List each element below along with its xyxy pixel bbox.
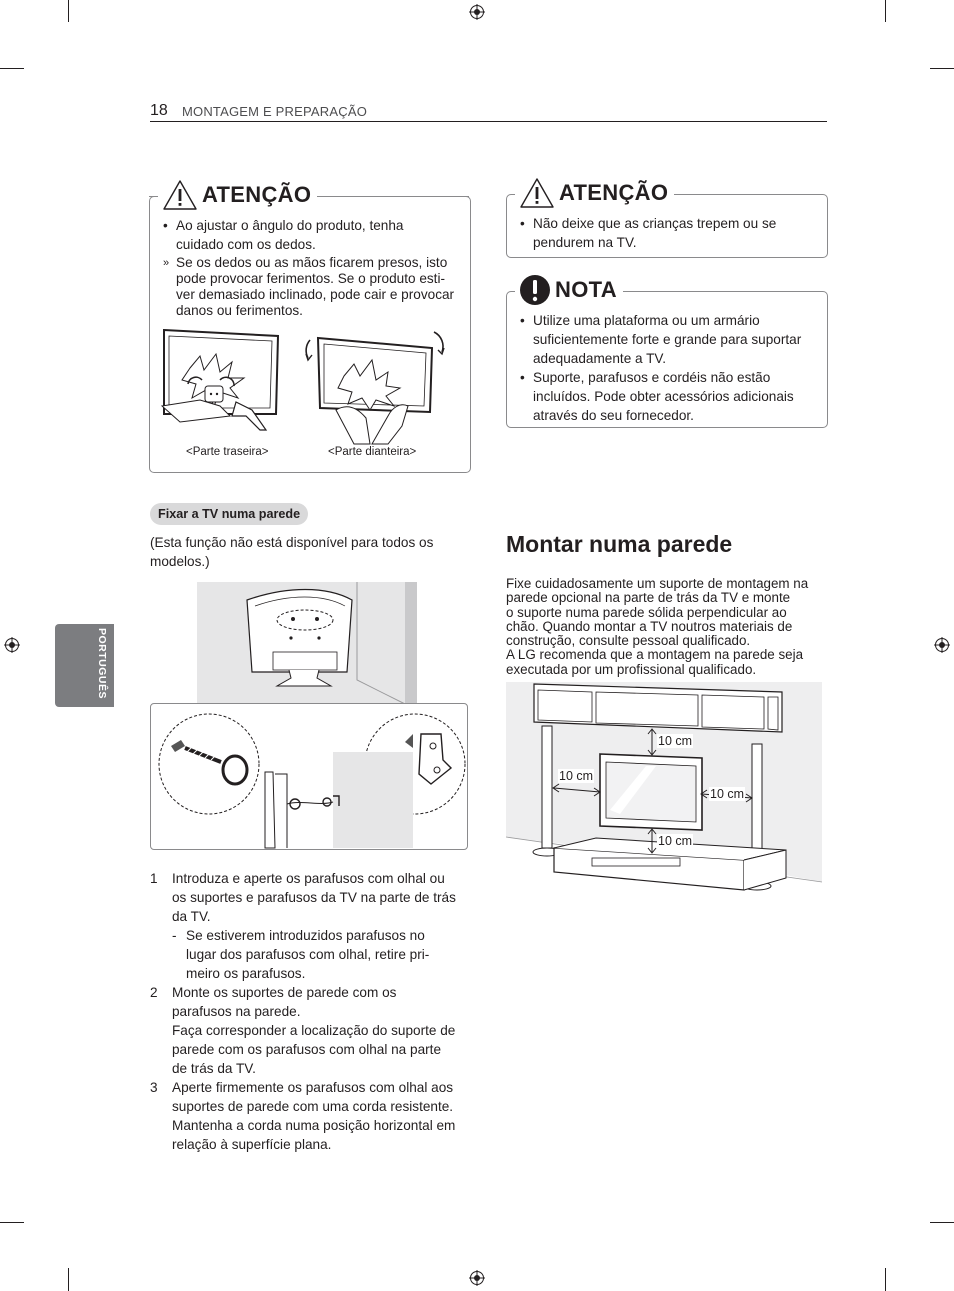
fix-wall-pill: Fixar a TV numa parede	[150, 503, 308, 525]
header-rule	[150, 121, 827, 122]
crop-mark	[930, 68, 954, 69]
clearance-right: 10 cm	[710, 787, 745, 801]
registration-mark-icon	[469, 4, 485, 20]
warning-triangle-icon	[162, 179, 198, 211]
caution-title-right: ATENÇÃO	[559, 180, 669, 205]
step-1-sub: - Se estiverem introduzidos parafusos no lugar dos parafusos com olhal, retire pri- meiro os parafusos.	[172, 928, 430, 981]
note-heading	[515, 271, 623, 309]
caution-left-item-1: • Ao ajustar o ângulo do produto, tenha cuidado com os dedos.	[163, 218, 404, 252]
crop-mark	[0, 68, 24, 69]
fix-intro: (Esta função não está disponível para todos os modelos.)	[150, 535, 434, 569]
note-item-1: • Utilize uma plataforma ou um armário suficientemente forte e grande para suportar adequadamente a TV.	[520, 313, 802, 366]
exclamation-circle-icon	[519, 274, 551, 306]
eye-bolt-bracket-illustration	[151, 704, 467, 849]
wall-mount-clearance-diagram	[506, 682, 822, 892]
crop-mark	[930, 1222, 954, 1223]
wall-mount-paragraph: Fixe cuidadosamente um suporte de montagem na parede opcional na parte de trás da TV e monte o suporte numa parede sólida perpendicular ao chão. Quando montar a TV noutros materiais de construção, consulte pessoal qualificado. A LG recomenda que a montagem na parede seja executada por um profissional qualificado.	[506, 576, 809, 677]
caption-front: <Parte dianteira>	[328, 446, 417, 458]
clearance-top: 10 cm	[658, 734, 693, 748]
step-1: 1 Introduza e aperte os parafusos com olhal ou os suportes e parafusos da TV na parte de trás da TV.	[150, 871, 456, 924]
crop-mark	[885, 0, 886, 22]
heading-rule	[318, 196, 469, 197]
caution-right-item-1: • Não deixe que as crianças trepem ou se pendurem na TV.	[520, 216, 777, 250]
note-item-2: • Suporte, parafusos e cordéis não estão incluídos. Pode obter acessórios adicionais através do seu fornecedor.	[520, 370, 794, 423]
caution-left-item-2: » Se os dedos ou as mãos ficarem presos, isto pode provocar ferimentos. Se o produto esti- ver demasiado inclinado, pode cair e provocar danos ou ferimentos.	[163, 255, 455, 318]
crop-mark	[885, 1268, 886, 1291]
tv-back-illustration	[160, 326, 282, 431]
tv-front-illustration	[296, 326, 456, 446]
caution-heading-left	[158, 176, 317, 214]
note-title: NOTA	[555, 277, 617, 302]
step-3: 3 Aperte firmemente os parafusos com olhal aos suportes de parede com uma corda resistente. Mantenha a corda numa posição horizontal em relação à superfície plana.	[150, 1080, 456, 1152]
registration-mark-icon	[4, 637, 20, 653]
step-2: 2 Monte os suportes de parede com os parafusos na parede. Faça corresponder a localização do suporte de parede com os parafusos com olhal na parte de trás da TV.	[150, 985, 456, 1076]
clearance-bottom: 10 cm	[658, 834, 693, 848]
clearance-left: 10 cm	[559, 769, 594, 783]
registration-mark-icon	[934, 637, 950, 653]
wall-mount-heading: Montar numa parede	[506, 531, 733, 557]
page-number: 18	[150, 102, 168, 119]
crop-mark	[68, 0, 69, 22]
language-tab-label: PORTUGUÊS	[96, 628, 108, 700]
registration-mark-icon	[469, 1270, 485, 1286]
section-title: MONTAGEM E PREPARAÇÃO	[182, 104, 368, 119]
crop-mark	[68, 1268, 69, 1291]
caution-title-left: ATENÇÃO	[202, 182, 312, 207]
caption-back: <Parte traseira>	[186, 446, 269, 458]
tv-rear-wall-illustration	[197, 582, 417, 704]
warning-triangle-icon	[519, 177, 555, 209]
crop-mark	[0, 1222, 24, 1223]
caution-heading-right	[515, 174, 674, 212]
